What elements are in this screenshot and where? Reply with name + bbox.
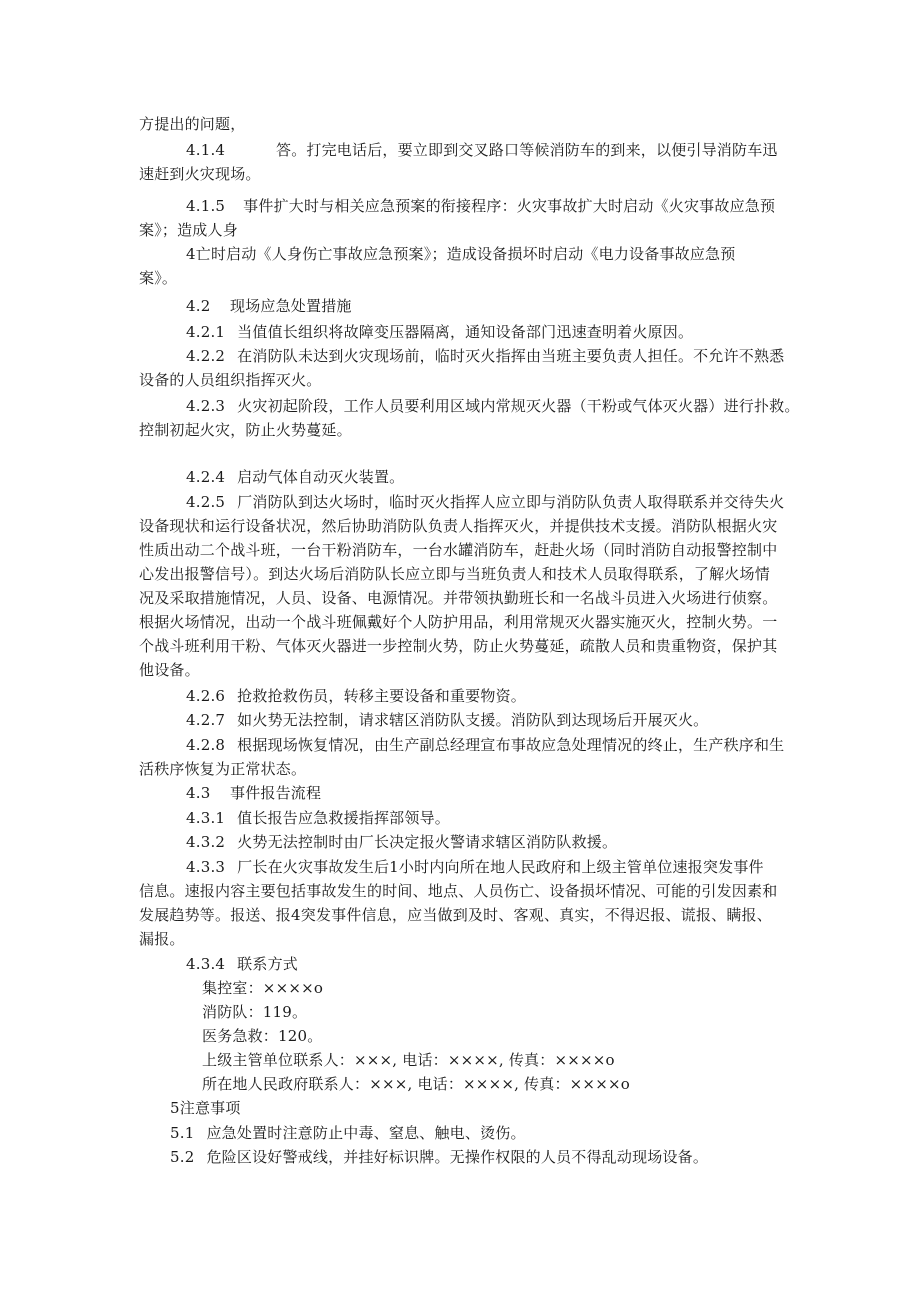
paragraph-line: 个战斗班利用干粉、气体灭火器进一步控制火势，防止火势蔓延，疏散人员和贵重物资，保护其 xyxy=(139,637,778,655)
paragraph-line: 漏报。 xyxy=(139,930,185,948)
section-4-2 xyxy=(186,296,352,316)
section-number: 4.3 xyxy=(186,784,211,802)
paragraph-line: 案》；造成人身 xyxy=(139,221,238,239)
section-text: 值长报告应急救援指挥部领导。 xyxy=(237,809,450,827)
section-number: 4.2.8 xyxy=(186,736,226,754)
section-4-2-4 xyxy=(186,467,404,487)
paragraph-line: 发展趋势等。报送、报4突发事件信息，应当做到及时、客观、真实，不得迟报、谎报、瞒报、 xyxy=(139,906,772,924)
section-text: 火势无法控制时由厂长决定报火警请求辖区消防队救援。 xyxy=(237,833,618,851)
section-number: 4.3.4 xyxy=(186,955,226,973)
section-text: 答。打完电话后，要立即到交叉路口等候消防车的到来，以便引导消防车迅 xyxy=(276,141,778,159)
contact-local-government: 所在地人民政府联系人：×××, 电话：××××, 传真：××××o xyxy=(202,1075,630,1093)
section-4-1-4 xyxy=(186,140,778,160)
section-text: 根据现场恢复情况，由生产副总经理宣布事故应急处理情况的终止，生产秩序和生 xyxy=(237,736,785,754)
section-4-3-4 xyxy=(186,954,298,974)
section-4-2-6 xyxy=(186,686,526,706)
section-number: 4.1.4 xyxy=(186,141,226,159)
section-4-1-5 xyxy=(186,196,775,216)
section-number: 5.2 xyxy=(170,1148,195,1166)
section-4-2-2 xyxy=(186,346,784,366)
paragraph-line: 根据火场情况，出动一个战斗班佩戴好个人防护用品，利用常规灭火器实施灭火，控制火势。一 xyxy=(139,613,778,631)
section-4-3-2 xyxy=(186,832,617,852)
section-text: 厂消防队到达火场时，临时灭火指挥人应立即与消防队负责人取得联系并交待失火 xyxy=(237,493,785,511)
section-4-3-1 xyxy=(186,808,450,828)
paragraph-line: 信息。速报内容主要包括事故发生的时间、地点、人员伤亡、设备损坏情况、可能的引发因素和 xyxy=(139,882,778,900)
section-number: 4.3.2 xyxy=(186,833,226,851)
section-4-2-1 xyxy=(186,322,693,342)
section-text: 如火势无法控制，请求辖区消防队支援。消防队到达现场后开展灭火。 xyxy=(237,711,709,729)
section-5-1 xyxy=(170,1123,526,1143)
paragraph-line: 控制初起火灾，防止火势蔓延。 xyxy=(139,421,352,439)
paragraph-line: 活秩序恢复为正常状态。 xyxy=(139,760,307,778)
section-4-2-8 xyxy=(186,735,784,755)
section-4-2-7 xyxy=(186,710,708,730)
paragraph-line: 设备的人员组织指挥灭火。 xyxy=(139,371,322,389)
paragraph-line: 设备现状和运行设备状况，然后协助消防队负责人指挥灭火，并提供技术支援。消防队根据火灾 xyxy=(139,517,778,535)
section-number: 4.3.1 xyxy=(186,809,226,827)
section-text: 当值值长组织将故障变压器隔离，通知设备部门迅速查明着火原因。 xyxy=(237,323,694,341)
section-text: 在消防队未达到火灾现场前，临时灭火指挥由当班主要负责人担任。不允许不熟悉 xyxy=(237,347,785,365)
contact-fire-brigade: 消防队：119。 xyxy=(202,1003,308,1021)
paragraph-line: 速赶到火灾现场。 xyxy=(139,165,261,183)
section-heading: 联系方式 xyxy=(237,955,298,973)
paragraph-line: 4亡时启动《人身伤亡事故应急预案》；造成设备损坏时启动《电力设备事故应急预 xyxy=(186,245,736,263)
section-text: 应急处置时注意防止中毒、窒息、触电、烫伤。 xyxy=(206,1124,526,1142)
section-heading: 现场应急处置措施 xyxy=(230,297,352,315)
section-number: 4.2.5 xyxy=(186,493,226,511)
section-5-2 xyxy=(170,1147,708,1167)
paragraph-line: 方提出的问题， xyxy=(139,115,246,133)
section-number: 4.3.3 xyxy=(186,858,226,876)
section-number: 4.1.5 xyxy=(186,197,226,215)
section-number: 4.2.2 xyxy=(186,347,226,365)
contact-superior-unit: 上级主管单位联系人：×××, 电话：××××, 传真：××××o xyxy=(202,1051,615,1069)
section-number: 4.2.6 xyxy=(186,687,226,705)
paragraph-line: 性质出动二个战斗班，一台干粉消防车，一台水罐消防车，赶赴火场（同时消防自动报警控制中 xyxy=(139,541,778,559)
section-number: 5.1 xyxy=(170,1124,195,1142)
section-number: 4.2.3 xyxy=(186,397,226,415)
contact-control-room: 集控室：××××o xyxy=(202,979,324,997)
section-number: 4.2.1 xyxy=(186,323,226,341)
paragraph-line: 心发出报警信号）。到达火场后消防队长应立即与当班负责人和技术人员取得联系，了解火场情 xyxy=(139,565,770,583)
paragraph-line: 他设备。 xyxy=(139,661,200,679)
paragraph-line: 案》。 xyxy=(139,269,178,287)
section-4-2-5 xyxy=(186,492,784,512)
section-4-3 xyxy=(186,783,321,803)
section-text: 抢救抢救伤员，转移主要设备和重要物资。 xyxy=(237,687,526,705)
section-number: 4.2 xyxy=(186,297,211,315)
section-4-2-3 xyxy=(186,396,800,416)
section-text: 启动气体自动灭火装置。 xyxy=(237,468,405,486)
contact-medical: 医务急救：120。 xyxy=(202,1027,323,1045)
section-text: 危险区设好警戒线，并挂好标识牌。无操作权限的人员不得乱动现场设备。 xyxy=(206,1148,709,1166)
section-number: 4.2.7 xyxy=(186,711,226,729)
section-5-heading: 5注意事项 xyxy=(170,1099,241,1117)
section-number: 4.2.4 xyxy=(186,468,226,486)
section-text: 厂长在火灾事故发生后1小时内向所在地人民政府和上级主管单位速报突发事件 xyxy=(237,858,764,876)
section-text: 火灾初起阶段，工作人员要利用区域内常规灭火器（干粉或气体灭火器）进行扑救。 xyxy=(237,397,800,415)
section-heading: 事件报告流程 xyxy=(230,784,322,802)
paragraph-line: 况及采取措施情况，人员、设备、电源情况。并带领执勤班长和一名战斗员进入火场进行侦察。 xyxy=(139,589,778,607)
section-4-3-3 xyxy=(186,857,764,877)
section-text: 事件扩大时与相关应急预案的衔接程序：火灾事故扩大时启动《火灾事故应急预 xyxy=(243,197,776,215)
